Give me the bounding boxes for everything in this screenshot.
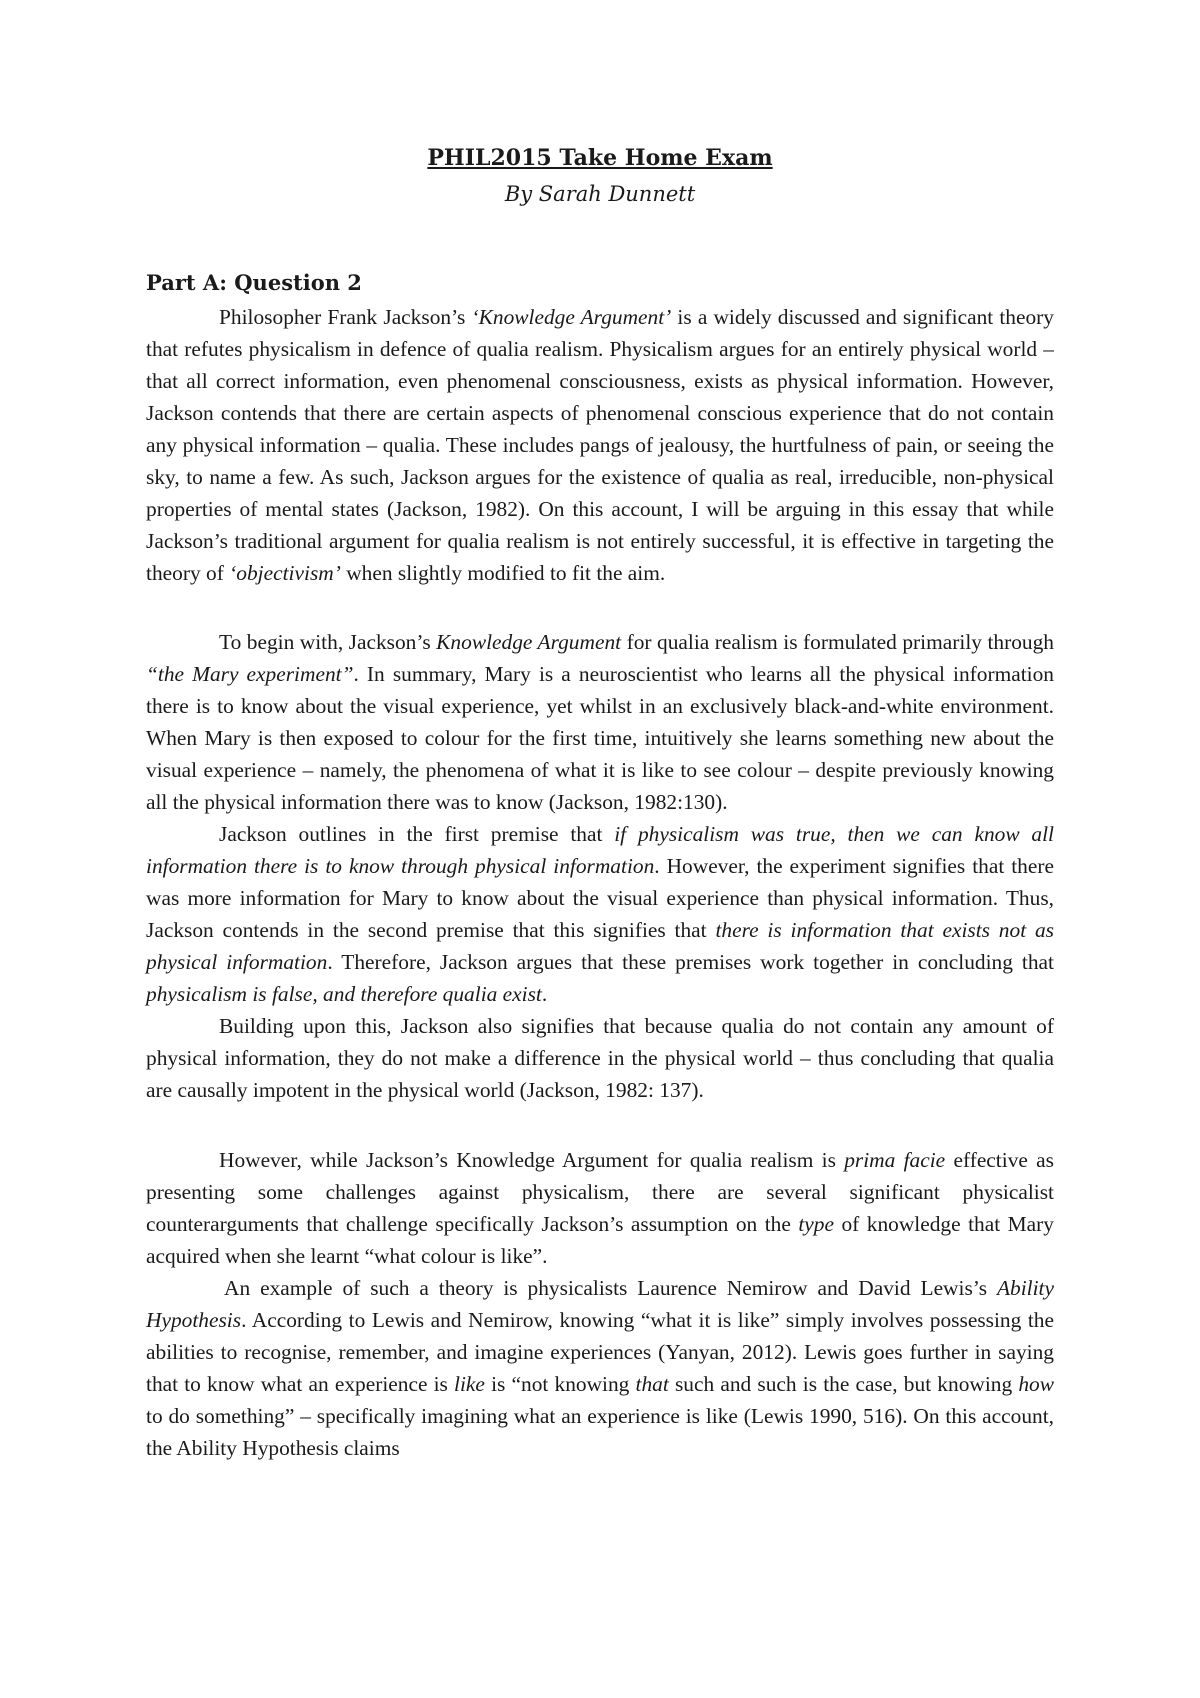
text-run: . In summary, Mary is a neuroscientist who learns all the physical information there is to know about the visual experience, yet whilst in an exclusively black-and-white environment. When Mary is then exposed to colour for the first time, intuitively she learns something new about the visual experience – namely, the phenomena of what it is like to see colour – despite previously knowing all the physical information there was to know (Jackson, 1982:130). [146, 662, 1054, 814]
text-run: when slightly modified to fit the aim. [340, 561, 666, 585]
text-run: . Therefore, Jackson argues that these premises work together in concluding that [327, 950, 1054, 974]
essay-body-part-1 [146, 301, 1054, 589]
text-run: Philosopher Frank Jackson’s [219, 305, 472, 329]
text-run: . However, the experiment signifies that there was more information for Mary to know about the visual experience than physical information. Thus, Jackson contends in the second premise that this signifies that [146, 854, 1054, 942]
text-run-italic: ‘objectivism’ [229, 561, 341, 585]
text-run-italic: Knowledge Argument [436, 630, 622, 654]
essay-body-part-3 [146, 1144, 1054, 1464]
text-run: to do something” – specifically imagining what an experience is like (Lewis 1990, 516). On this account, the Ability Hypothesis claims [146, 1404, 1054, 1460]
text-run-italic: like [454, 1372, 485, 1396]
text-run: However, while Jackson’s Knowledge Argument for qualia realism is [219, 1148, 845, 1172]
paragraph-2 [146, 626, 1054, 818]
paragraph-5 [146, 1144, 1054, 1272]
text-run: An example of such a theory is physicalists Laurence Nemirow and David Lewis’s [224, 1276, 997, 1300]
text-run-italic: that [635, 1372, 669, 1396]
text-run: . According to Lewis and Nemirow, knowing “what it is like” simply involves possessing the abilities to recognise, remember, and imagine experiences (Yanyan, 2012). Lewis goes further in saying that to know what an experience is [146, 1308, 1054, 1396]
text-run-italic: type [798, 1212, 834, 1236]
text-run: To begin with, Jackson’s [219, 630, 437, 654]
text-run-italic: if physicalism was true, then we can know all information there is to know through physical information [146, 822, 1055, 878]
text-run: for qualia realism is formulated primarily through [621, 630, 1054, 654]
text-run-italic: there is information that exists not as physical information [146, 918, 1054, 974]
paragraph-1 [146, 301, 1054, 589]
section-heading: Part A: Question 2 [146, 270, 362, 295]
text-run: is “not knowing [484, 1372, 636, 1396]
text-run: is a widely discussed and significant theory that refutes physicalism in defence of qualia realism. Physicalism argues for an entirely physical world – that all correct information, even phenomenal consciousness, exists as physical information. However, Jackson contends that there are certain aspects of phenomenal conscious experience that do not contain any physical information – qualia. These includes pangs of jealousy, the hurtfulness of pain, or seeing the sky, to name a few. As such, Jackson argues for the existence of qualia as real, irreducible, non-physical properties of mental states (Jackson, 1982). On this account, I will be arguing in this essay that while Jackson’s traditional argument for qualia realism is not entirely successful, it is effective in targeting the theory of [146, 305, 1054, 585]
paragraph-4: Building upon this, Jackson also signifies that because qualia do not contain any amount of physical information, they do not make a difference in the physical world – thus concluding that qualia are causally impotent in the physical world (Jackson, 1982: 137). [146, 1014, 1054, 1102]
text-run-italic: Ability Hypothesis [146, 1276, 1054, 1332]
text-run-italic: physicalism is false, and therefore qualia exist [146, 982, 542, 1006]
essay-body-part-2 [146, 626, 1054, 1106]
paragraph-3 [146, 818, 1054, 1010]
text-run: effective as presenting some challenges against physicalism, there are several significant physicalist counterarguments that challenge specifically Jackson’s assumption on the [146, 1148, 1054, 1236]
text-run: Jackson outlines in the first premise that [219, 822, 615, 846]
text-run-italic: “the Mary experiment” [146, 662, 354, 686]
text-run-italic: how [1018, 1372, 1054, 1396]
paragraph-6 [146, 1272, 1054, 1464]
text-run: . [541, 982, 548, 1006]
text-run-italic: prima facie [844, 1148, 946, 1172]
document-title: PHIL2015 Take Home Exam [427, 145, 773, 171]
text-run: of knowledge that Mary acquired when she learnt “what colour is like”. [146, 1212, 1054, 1268]
document-author: By Sarah Dunnett [504, 182, 696, 206]
text-run-italic: ‘Knowledge Argument’ [471, 305, 672, 329]
text-run: such and such is the case, but knowing [668, 1372, 1019, 1396]
